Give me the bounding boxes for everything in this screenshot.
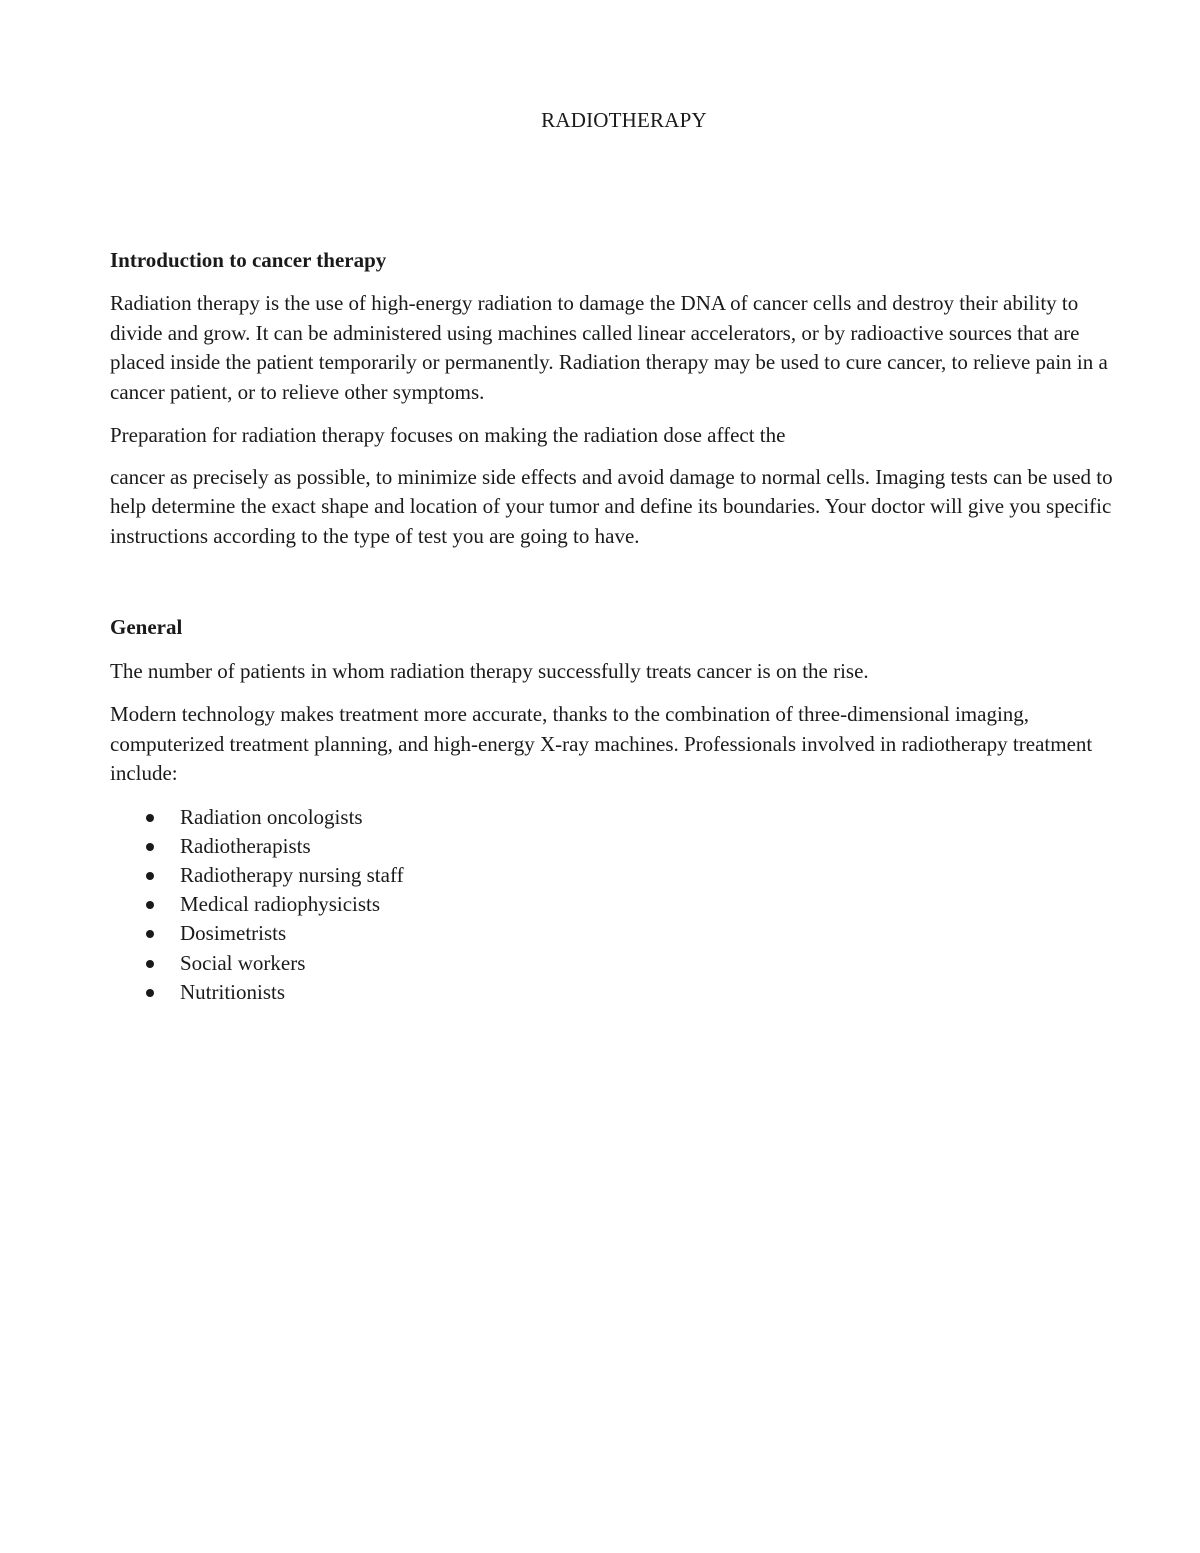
- bullet-icon: [146, 989, 154, 997]
- list-item-label: Social workers: [180, 950, 306, 975]
- list-item-label: Dosimetrists: [180, 921, 287, 946]
- bullet-icon: [146, 930, 154, 938]
- paragraph-intro-2: Preparation for radiation therapy focuses on making the radiation dose affect the: [110, 423, 786, 447]
- professionals-list: [110, 803, 1120, 1007]
- paragraph-intro-3: cancer as precisely as possible, to minimize side effects and avoid damage to normal cells. Imaging tests can be used to help determine the exact shape and location of your tumor and define its boundaries. Your doctor will give you specific instructions according to the type of test you are going to have.: [110, 464, 1113, 548]
- bullet-icon: [146, 960, 154, 968]
- list-item-label: Radiotherapists: [180, 833, 311, 858]
- list-item-label: Radiotherapy nursing staff: [180, 862, 404, 887]
- list-item: [110, 803, 1120, 832]
- bullet-icon: [146, 901, 154, 909]
- list-item: [110, 861, 1120, 890]
- list-item: [110, 978, 1120, 1007]
- paragraph-general-2: Modern technology makes treatment more accurate, thanks to the combination of three-dimensional imaging, computerized treatment planning, and high-energy X-ray machines. Professionals involved in radiotherapy treatment include:: [110, 702, 1093, 785]
- list-item: [110, 949, 1120, 978]
- list-item: [110, 890, 1120, 919]
- bullet-icon: [146, 814, 154, 822]
- list-item-label: Medical radiophysicists: [180, 892, 381, 917]
- paragraph-intro-1: Radiation therapy is the use of high-energy radiation to damage the DNA of cancer cells and destroy their ability to divide and grow. It can be administered using machines called linear accelerators, or by radioactive sources that are placed inside the patient temporarily or permanently. Radiation therapy may be used to cure cancer, to relieve pain in a cancer patient, or to relieve other symptoms.: [110, 291, 1108, 404]
- paragraph-general-1: The number of patients in whom radiation therapy successfully treats cancer is on the rise.: [110, 658, 869, 683]
- bullet-icon: [146, 843, 154, 851]
- bullet-icon: [146, 872, 154, 880]
- list-item: [110, 919, 1120, 948]
- section-heading-introduction: Introduction to cancer therapy: [110, 247, 387, 272]
- list-item-label: Radiation oncologists: [180, 804, 363, 829]
- list-item-label: Nutritionists: [180, 979, 286, 1004]
- document-title: RADIOTHERAPY: [541, 108, 707, 132]
- list-item: [110, 832, 1120, 861]
- section-heading-general: General: [110, 615, 183, 639]
- document-content: [110, 100, 1120, 1007]
